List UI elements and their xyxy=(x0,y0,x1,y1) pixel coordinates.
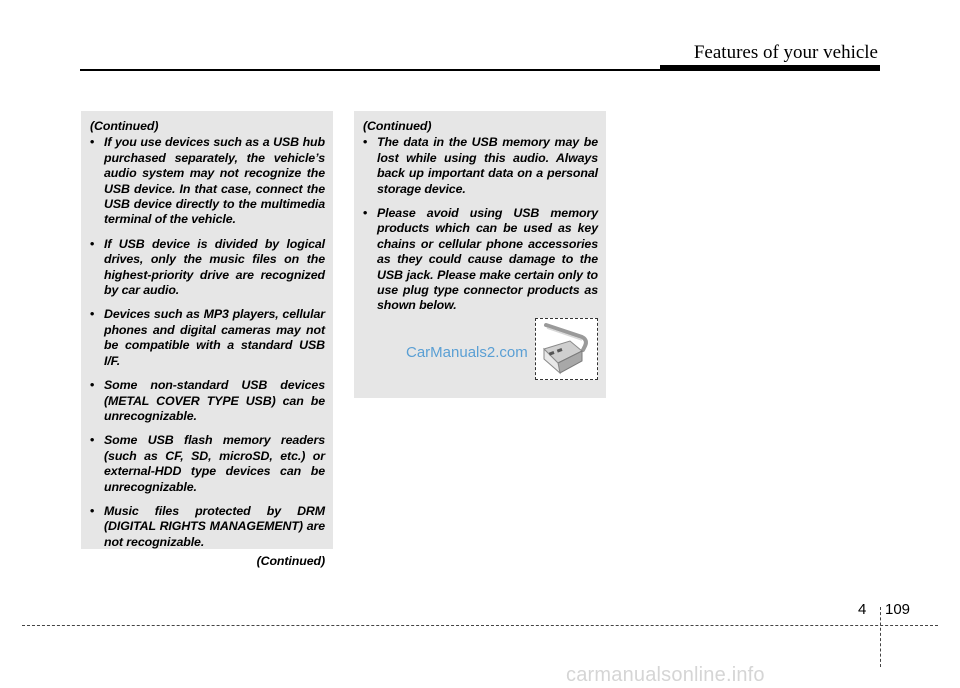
bullet-item: • Music files protected by DRM (DIGITAL RIGHTS MANAGEMENT) are not recognizable. xyxy=(90,504,325,550)
header-rule-accent xyxy=(660,65,880,71)
bullet-item: • If USB device is divided by logical drives, only the music files on the highest-priority drive are recognized by car audio. xyxy=(90,237,325,299)
usb-plug-illustration xyxy=(536,319,597,379)
chapter-number: 4 xyxy=(858,601,867,618)
bullet-item: • The data in the USB memory may be lost while using this audio. Always back up important data on a personal storage device. xyxy=(363,135,598,197)
usb-plug-icon xyxy=(535,318,598,380)
page-number: 109 xyxy=(885,601,911,618)
footer-rule xyxy=(22,625,938,626)
bullet-item: • Some non-standard USB devices (METAL COVER TYPE USB) can be unrecognizable. xyxy=(90,378,325,424)
continued-label: (Continued) xyxy=(256,554,325,569)
footer-divider xyxy=(880,607,881,667)
bullet-item: • Devices such as MP3 players, cellular phones and digital cameras may not be compatible with a standard USB I/F. xyxy=(90,307,325,369)
watermark-text: CarManuals2.com xyxy=(406,344,528,361)
continued-label: (Continued) xyxy=(90,119,159,133)
page-header-title: Features of your vehicle xyxy=(693,42,878,63)
bullet-item: • Please avoid using USB memory products which can be used as key chains or cellular phone accessories as they could cause damage to the USB jack. Please make certain only to use plug type connector products as shown below. xyxy=(363,206,598,314)
bullet-item: • If you use devices such as a USB hub purchased separately, the vehicle’s audio system may not recognize the USB device. In that case, connect the USB device directly to the multimedia terminal of the vehicle. xyxy=(90,135,325,227)
continued-label: (Continued) xyxy=(363,119,432,133)
bullet-list xyxy=(90,135,325,550)
site-footer-link[interactable]: carmanualsonline.info xyxy=(566,664,765,686)
bullet-item: • Some USB flash memory readers (such as CF, SD, microSD, etc.) or external-HDD type devices can be unrecognizable. xyxy=(90,433,325,495)
caution-box-left xyxy=(81,111,333,569)
bullet-list xyxy=(363,135,598,313)
